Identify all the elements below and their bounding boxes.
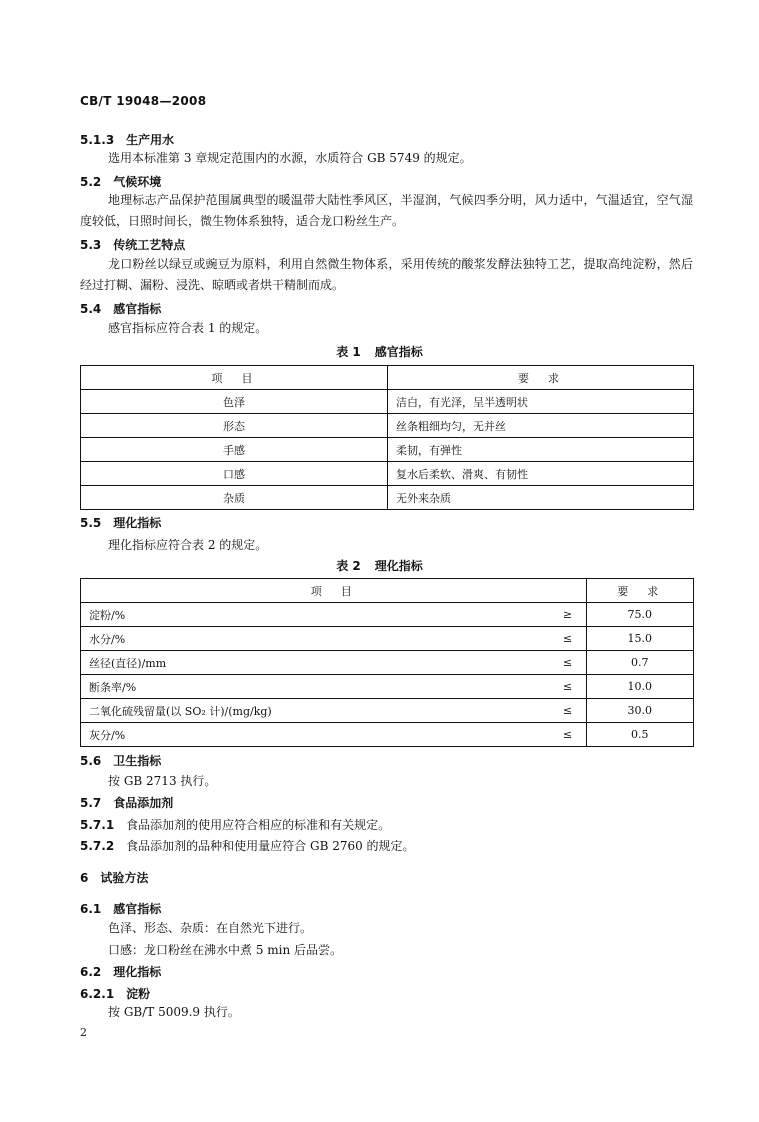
table-row: [81, 486, 694, 510]
section-6-1: [80, 901, 161, 917]
table-cell-value: 15.0: [586, 627, 694, 651]
table-cell-item: 杂质: [81, 486, 388, 510]
table-cell-comparator: ≤: [550, 723, 587, 747]
section-title: 理化指标: [113, 965, 162, 979]
table-cell-item: 口感: [81, 462, 388, 486]
table-cell-item: 二氧化硫残留量(以 SO₂ 计)/(mg/kg): [81, 699, 550, 723]
table-row: [81, 675, 694, 699]
section-6-2: [80, 964, 161, 980]
paragraph-test-sensory-1: 色泽、形态、杂质：在自然光下进行。: [108, 921, 313, 935]
table-row: [81, 390, 694, 414]
section-5-7-1: [80, 817, 390, 833]
table-row: [81, 651, 694, 675]
table-cell-value: 30.0: [586, 699, 694, 723]
section-title: 感官指标: [113, 302, 162, 316]
table-header-item: 项 目: [81, 579, 587, 603]
section-title: 感官指标: [113, 902, 162, 916]
section-5-6: [80, 753, 161, 769]
section-title: 传统工艺特点: [113, 238, 186, 252]
section-title: 气候环境: [113, 175, 162, 189]
sensory-table: [80, 365, 694, 510]
table-cell-requirement: 柔韧，有弹性: [388, 438, 694, 462]
table-cell-comparator: ≥: [550, 603, 587, 627]
paragraph-water: 选用本标准第 3 章规定范围内的水源，水质符合 GB 5749 的规定。: [108, 151, 472, 165]
table-cell-comparator: ≤: [550, 651, 587, 675]
page-number: 2: [80, 1026, 87, 1039]
section-number: 6.1: [80, 902, 102, 916]
section-number: 5.6: [80, 754, 102, 768]
section-title: 生产用水: [126, 133, 175, 147]
table-row: [81, 462, 694, 486]
section-text: 食品添加剂的品种和使用量应符合 GB 2760 的规定。: [126, 839, 415, 853]
table-header-requirement: 要 求: [586, 579, 694, 603]
table-cell-value: 0.7: [586, 651, 694, 675]
table1-label: 表 1: [336, 345, 361, 359]
table-cell-item: 灰分/%: [81, 723, 550, 747]
section-title: 卫生指标: [113, 754, 162, 768]
table-cell-item: 色泽: [81, 390, 388, 414]
section-title: 淀粉: [126, 987, 151, 1001]
section-number: 6: [80, 871, 89, 885]
table-header-row: [81, 366, 694, 390]
section-number: 5.4: [80, 302, 102, 316]
table-row: [81, 414, 694, 438]
section-5-4: [80, 301, 161, 317]
table-cell-value: 10.0: [586, 675, 694, 699]
section-5-5: [80, 515, 161, 531]
table1-title: 感官指标: [374, 345, 423, 359]
table-cell-requirement: 洁白，有光泽，呈半透明状: [388, 390, 694, 414]
section-5-2: [80, 174, 161, 190]
paragraph-climate: 地理标志产品保护范围属典型的暖温带大陆性季风区，半湿润，气候四季分明，风力适中，气温适宜，空气湿度较低，日照时间长，微生物体系独特，适合龙口粉丝生产。: [80, 193, 693, 228]
table-row: [81, 438, 694, 462]
table-cell-item: 手感: [81, 438, 388, 462]
section-title: 理化指标: [113, 516, 162, 530]
document-header: CB/T 19048—2008: [80, 94, 207, 108]
paragraph-starch: 按 GB/T 5009.9 执行。: [108, 1005, 240, 1019]
table-cell-value: 75.0: [586, 603, 694, 627]
section-number: 5.2: [80, 175, 102, 189]
section-5-7-2: [80, 838, 415, 854]
table-row: [81, 603, 694, 627]
paragraph-craft: 龙口粉丝以绿豆或豌豆为原料，利用自然微生物体系，采用传统的酸浆发酵法独特工艺，提取高纯淀粉，然后经过打糊、漏粉、浸洗、晾晒或者烘干精制而成。: [80, 257, 693, 292]
table-cell-item: 形态: [81, 414, 388, 438]
section-title: 食品添加剂: [113, 796, 174, 810]
table-row: [81, 627, 694, 651]
table-header-requirement: 要 求: [388, 366, 694, 390]
section-title: 试验方法: [100, 871, 149, 885]
paragraph-test-sensory-2: 口感：龙口粉丝在沸水中煮 5 min 后品尝。: [108, 943, 343, 957]
table-cell-item: 淀粉/%: [81, 603, 550, 627]
section-6-2-1: [80, 986, 150, 1002]
table-header-row: [81, 579, 694, 603]
section-number: 5.3: [80, 238, 102, 252]
table-cell-value: 0.5: [586, 723, 694, 747]
table2-caption: [0, 557, 759, 574]
table-header-item: 项 目: [81, 366, 388, 390]
section-5-1-3: [80, 132, 174, 148]
section-text: 食品添加剂的使用应符合相应的标准和有关规定。: [126, 818, 391, 832]
section-number: 5.1.3: [80, 133, 115, 147]
table2-title: 理化指标: [374, 559, 423, 573]
section-number: 5.7.1: [80, 818, 115, 832]
section-number: 6.2.1: [80, 987, 115, 1001]
table1-caption: [0, 343, 759, 360]
section-5-7: [80, 795, 173, 811]
paragraph-hygiene: 按 GB 2713 执行。: [108, 774, 217, 788]
paragraph-sensory: 感官指标应符合表 1 的规定。: [108, 321, 268, 335]
table-cell-comparator: ≤: [550, 699, 587, 723]
table-cell-item: 丝径(直径)/mm: [81, 651, 550, 675]
section-number: 5.7: [80, 796, 102, 810]
table-cell-requirement: 复水后柔软、滑爽、有韧性: [388, 462, 694, 486]
table-cell-comparator: ≤: [550, 627, 587, 651]
table-cell-item: 水分/%: [81, 627, 550, 651]
section-6: [80, 870, 148, 886]
paragraph-physchem: 理化指标应符合表 2 的规定。: [108, 538, 268, 552]
table-cell-comparator: ≤: [550, 675, 587, 699]
table-cell-item: 断条率/%: [81, 675, 550, 699]
physchem-table: [80, 578, 694, 747]
section-number: 5.7.2: [80, 839, 115, 853]
table2-label: 表 2: [336, 559, 361, 573]
table-cell-requirement: 无外来杂质: [388, 486, 694, 510]
section-number: 5.5: [80, 516, 102, 530]
section-5-3: [80, 237, 185, 253]
table-row: [81, 699, 694, 723]
section-number: 6.2: [80, 965, 102, 979]
table-row: [81, 723, 694, 747]
table-cell-requirement: 丝条粗细均匀，无并丝: [388, 414, 694, 438]
